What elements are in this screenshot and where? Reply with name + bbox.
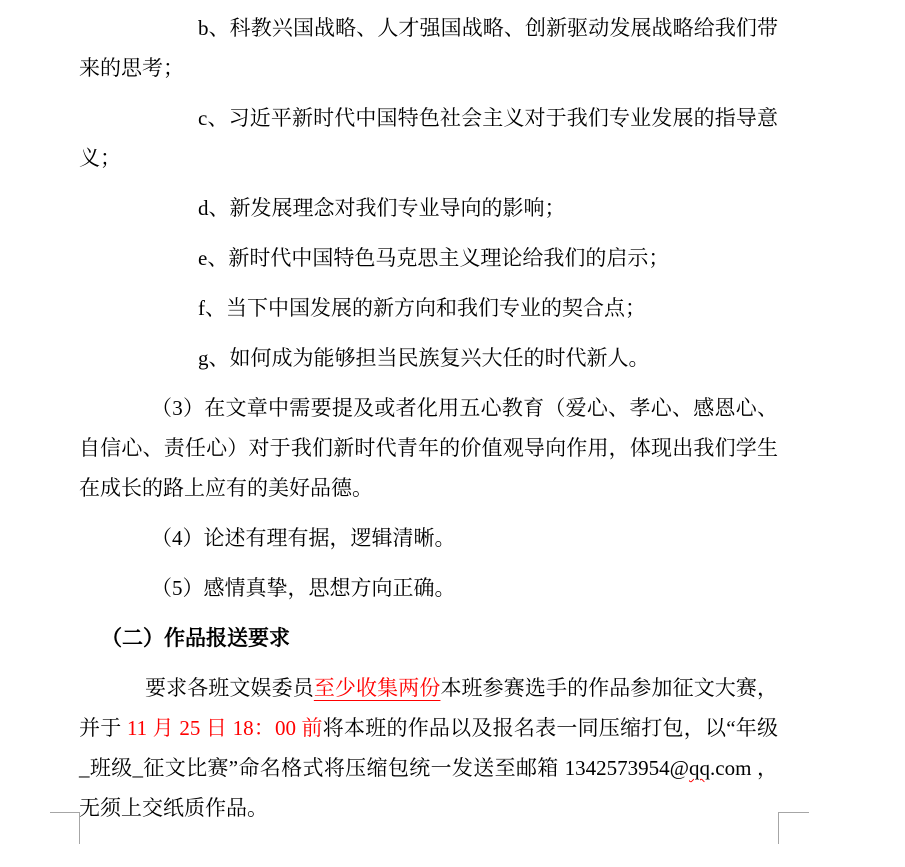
list-item-g: g、如何成为能够担当民族复兴大任的时代新人。 — [198, 346, 650, 370]
report-red-deadline: 11 月 25 日 18：00 前 — [126, 716, 323, 740]
document-text-area — [79, 8, 778, 838]
list-item-d: d、新发展理念对我们专业导向的影响； — [198, 196, 566, 220]
list-item-c: c、习近平新时代中国特色社会主义对于我们专业发展的指导意义； — [79, 106, 778, 170]
numbered-item-5: （5）感情真挚，思想方向正确。 — [151, 576, 456, 600]
text-boundary-corner-mark-right — [778, 812, 809, 844]
section-heading: （二）作品报送要求 — [101, 626, 290, 650]
email-address-domain-spellcheck: qq — [689, 756, 710, 780]
list-item-f: f、当下中国发展的新方向和我们专业的契合点； — [198, 296, 646, 320]
report-red-requirement: 至少收集两份 — [313, 676, 441, 700]
report-text-3: 将本班的作品以及报名表一同压缩打包，以“年级_班级_征文比赛”命名格式将压缩包统一发送至邮箱 — [79, 716, 778, 780]
report-text-1: 要求各班文娱委员 — [145, 676, 314, 700]
report-text-2: 本班参赛选手的作品参加征文大赛，并于 — [79, 676, 779, 740]
email-address-tld: .com — [710, 756, 752, 780]
email-address-prefix: 1342573954@ — [564, 756, 689, 780]
text-boundary-corner-mark-left — [50, 812, 80, 844]
report-text-4: ，无须上交纸质作品。 — [79, 756, 779, 820]
numbered-item-4: （4）论述有理有据，逻辑清晰。 — [151, 526, 456, 550]
list-item-e: e、新时代中国特色马克思主义理论给我们的启示； — [198, 246, 670, 270]
report-paragraph — [79, 668, 778, 828]
list-item-b: b、科教兴国战略、人才强国战略、创新驱动发展战略给我们带来的思考； — [79, 16, 778, 80]
numbered-item-3: （3）在文章中需要提及或者化用五心教育（爱心、孝心、感恩心、自信心、责任心）对于我们新时代青年的价值观导向作用，体现出我们学生在成长的路上应有的美好品德。 — [79, 396, 778, 500]
